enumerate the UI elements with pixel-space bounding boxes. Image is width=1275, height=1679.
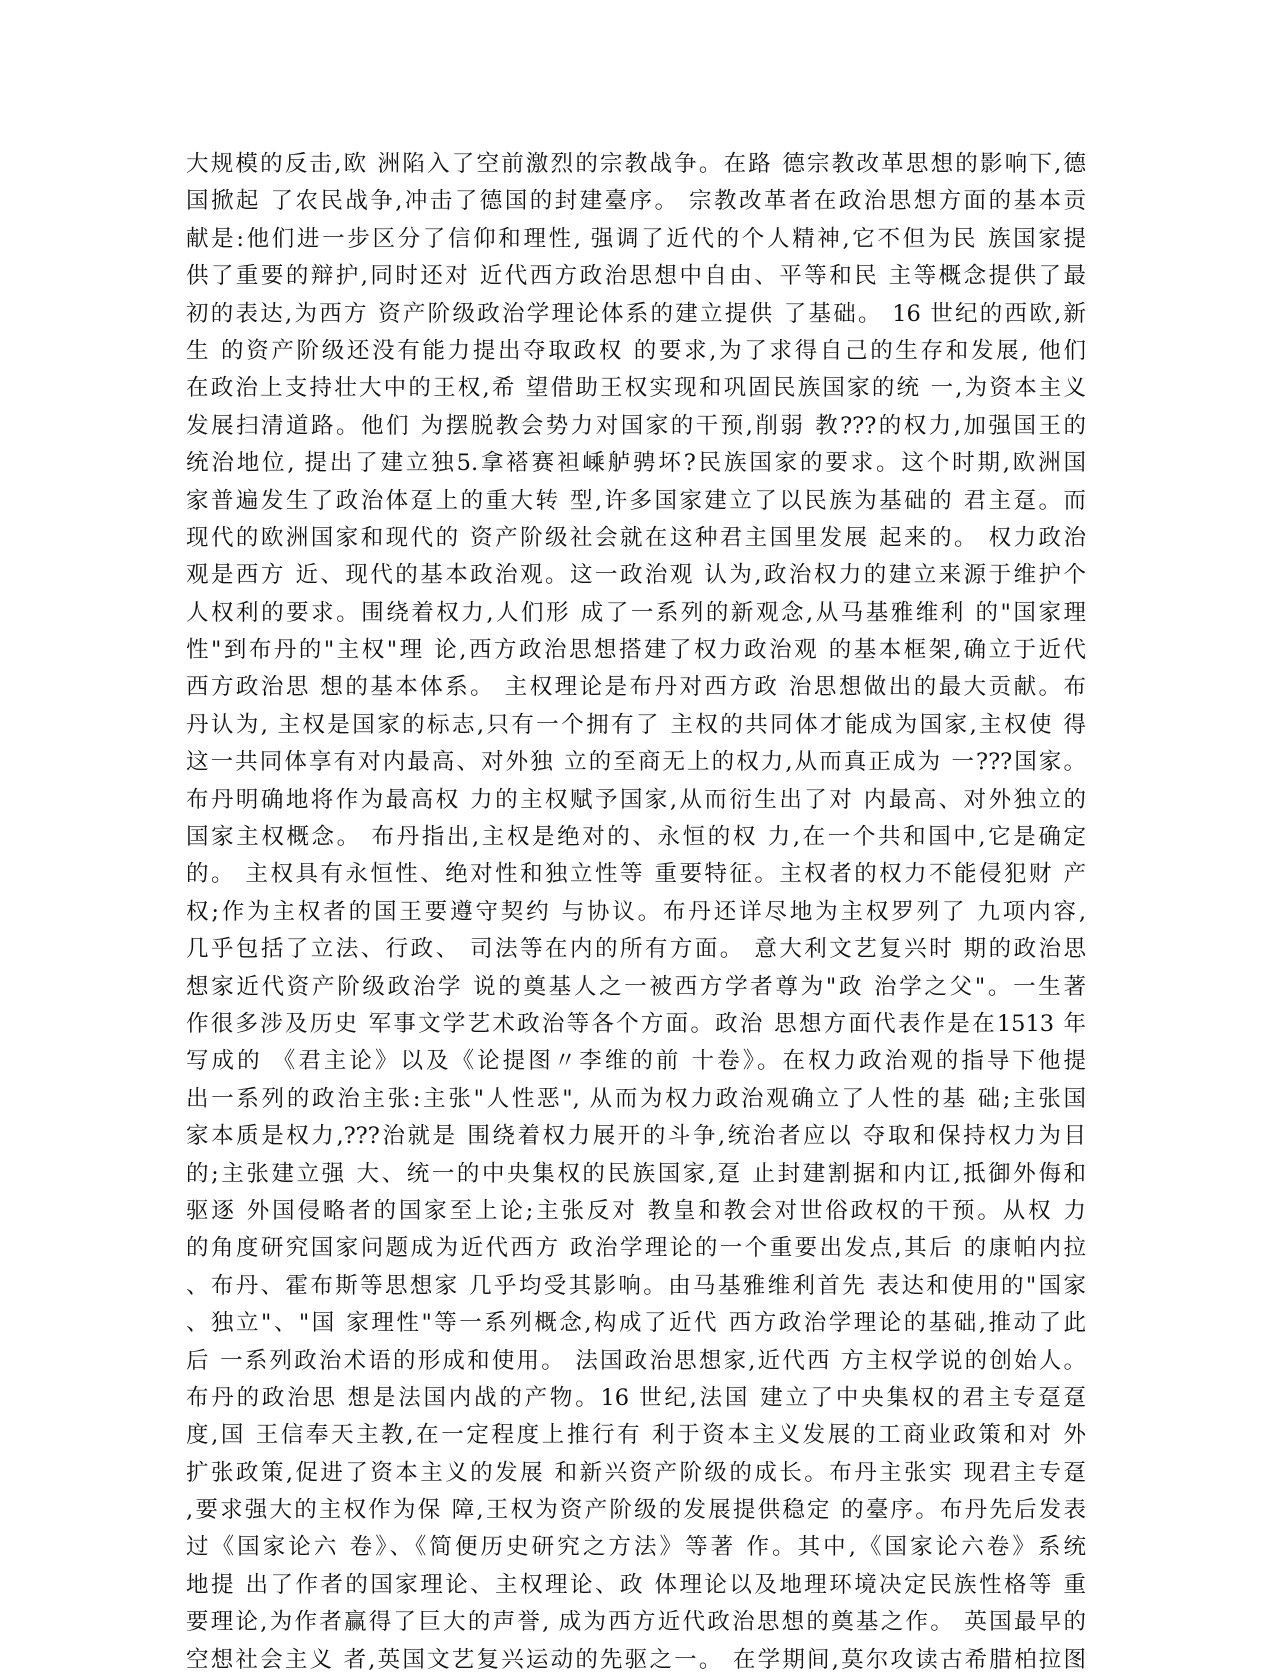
text-line: 观是西方 近、现代的基本政治观。这一政治观 认为,政治权力的建立来源于维护个 [186,562,1086,589]
text-line: 初的表达,为西方 资产阶级政治学理论体系的建立提供 了基础。 16 世纪的西欧,新 [186,300,1086,327]
text-line: 丹认为, 主权是国家的标志,只有一个拥有了 主权的共同体才能成为国家,主权使 得 [186,711,1086,738]
text-line: 度,国 王信奉天主教,在一定程度上推行有 利于资本主义发展的工商业政策和对 外 [186,1422,1086,1449]
text-line: 要理论,为作者赢得了巨大的声誉, 成为西方近代政治思想的奠基之作。 英国最早的 [186,1609,1086,1636]
text-line: 作很多涉及历史 军事文学艺术政治等各个方面。政治 思想方面代表作是在1513 年 [186,1010,1086,1037]
text-line: 大规模的反击,欧 洲陷入了空前激烈的宗教战争。在路 德宗教改革思想的影响下,德 [186,151,1086,177]
text-line: 生 的资产阶级还没有能力提出夺取政权 的要求,为了求得自己的生存和发展, 他们 [186,337,1086,364]
text-line: 扩张政策,促进了资本主义的发展 和新兴资产阶级的成长。布丹主张实 现君主专趸 [186,1459,1086,1486]
text-line: 的角度研究国家问题成为近代西方 政治学理论的一个重要出发点,其后 的康帕内拉 [186,1235,1086,1262]
document-page [186,146,1086,1673]
text-line: 供了重要的辩护,同时还对 近代西方政治思想中自由、平等和民 主等概念提供了最 [186,263,1086,290]
text-line: 、独立"、"国 家理性"等一系列概念,构成了近代 西方政治学理论的基础,推动了此 [186,1310,1086,1337]
text-line: 过《国家论六 卷》、《简便历史研究之方法》等著 作。其中,《国家论六卷》系统 [186,1534,1086,1561]
text-line: ,要求强大的主权作为保 障,王权为资产阶级的发展提供稳定 的臺序。布丹先后发表 [186,1497,1086,1524]
text-line: 统治地位, 提出了建立独5.拿褡赛袒嵊舻骋坏?民族国家的要求。这个时期,欧洲国 [186,450,1086,477]
text-line: 几乎包括了立法、行政、 司法等在内的所有方面。 意大利文艺复兴时 期的政治思 [186,936,1086,963]
text-line: 这一共同体享有对内最高、对外独 立的至商无上的权力,从而真正成为 一???国家。 [186,749,1086,776]
text-line: 现代的欧洲国家和现代的 资产阶级社会就在这种君主国里发展 起来的。 权力政治 [186,524,1086,551]
text-line: 家普遍发生了政治体趸上的重大转 型,许多国家建立了以民族为基础的 君主趸。而 [186,487,1086,514]
text-line: 空想社会主义 者,英国文艺复兴运动的先驱之一。 在学期间,莫尔攻读古希腊柏拉图 [186,1646,1086,1673]
text-line: 写成的 《君主论》以及《论提图〃李维的前 十卷》。在权力政治观的指导下他提 [186,1048,1086,1075]
text-line: 后 一系列政治术语的形成和使用。 法国政治思想家,近代西 方主权学说的创始人。 [186,1347,1086,1374]
text-line: 地提 出了作者的国家理论、主权理论、政 体理论以及地理环境决定民族性格等 重 [186,1571,1086,1598]
text-line: 国掀起 了农民战争,冲击了德国的封建臺序。 宗教改革者在政治思想方面的基本贡 [186,188,1086,215]
text-line: 西方政治思 想的基本体系。 主权理论是布丹对西方政 治思想做出的最大贡献。布 [186,674,1086,701]
text-line: 的。 主权具有永恒性、绝对性和独立性等 重要特征。主权者的权力不能侵犯财 产 [186,861,1086,888]
text-line: 出一系列的政治主张:主张"人性恶", 从而为权力政治观确立了人性的基 础;主张国 [186,1085,1086,1112]
text-line: 布丹的政治思 想是法国内战的产物。16 世纪,法国 建立了中央集权的君主专趸趸 [186,1384,1086,1411]
body-text [186,146,1086,1679]
text-line: 性"到布丹的"主权"理 论,西方政治思想搭建了权力政治观 的基本框架,确立于近代 [186,637,1086,664]
text-line: 驱逐 外国侵略者的国家至上论;主张反对 教皇和教会对世俗政权的干预。从权 力 [186,1197,1086,1224]
text-line: 想家近代资产阶级政治学 说的奠基人之一被西方学者尊为"政 治学之父"。一生著 [186,973,1086,1000]
text-line: 布丹明确地将作为最高权 力的主权赋予国家,从而衍生出了对 内最高、对外独立的 [186,786,1086,813]
text-line: 权;作为主权者的国王要遵守契约 与协议。布丹还详尽地为主权罗列了 九项内容, [186,898,1086,925]
text-line: 家本质是权力,???治就是 围绕着权力展开的斗争,统治者应以 夺取和保持权力为目 [186,1123,1086,1150]
text-line: 、布丹、霍布斯等思想家 几乎均受其影响。由马基雅维利首先 表达和使用的"国家 [186,1272,1086,1299]
text-line: 发展扫清道路。他们 为摆脱教会势力对国家的干预,削弱 教???的权力,加强国王的 [186,412,1086,439]
text-line: 的;主张建立强 大、统一的中央集权的民族国家,趸 止封建割据和内讧,抵御外侮和 [186,1160,1086,1187]
text-line: 人权利的要求。围绕着权力,人们形 成了一系列的新观念,从马基雅维利 的"国家理 [186,599,1086,626]
text-line: 国家主权概念。 布丹指出,主权是绝对的、永恒的权 力,在一个共和国中,它是确定 [186,824,1086,851]
text-line: 在政治上支持壮大中的王权,希 望借助王权实现和巩固民族国家的统 一,为资本主义 [186,375,1086,402]
text-line: 献是:他们进一步区分了信仰和理性, 强调了近代的个人精神,它不但为民 族国家提 [186,225,1086,252]
